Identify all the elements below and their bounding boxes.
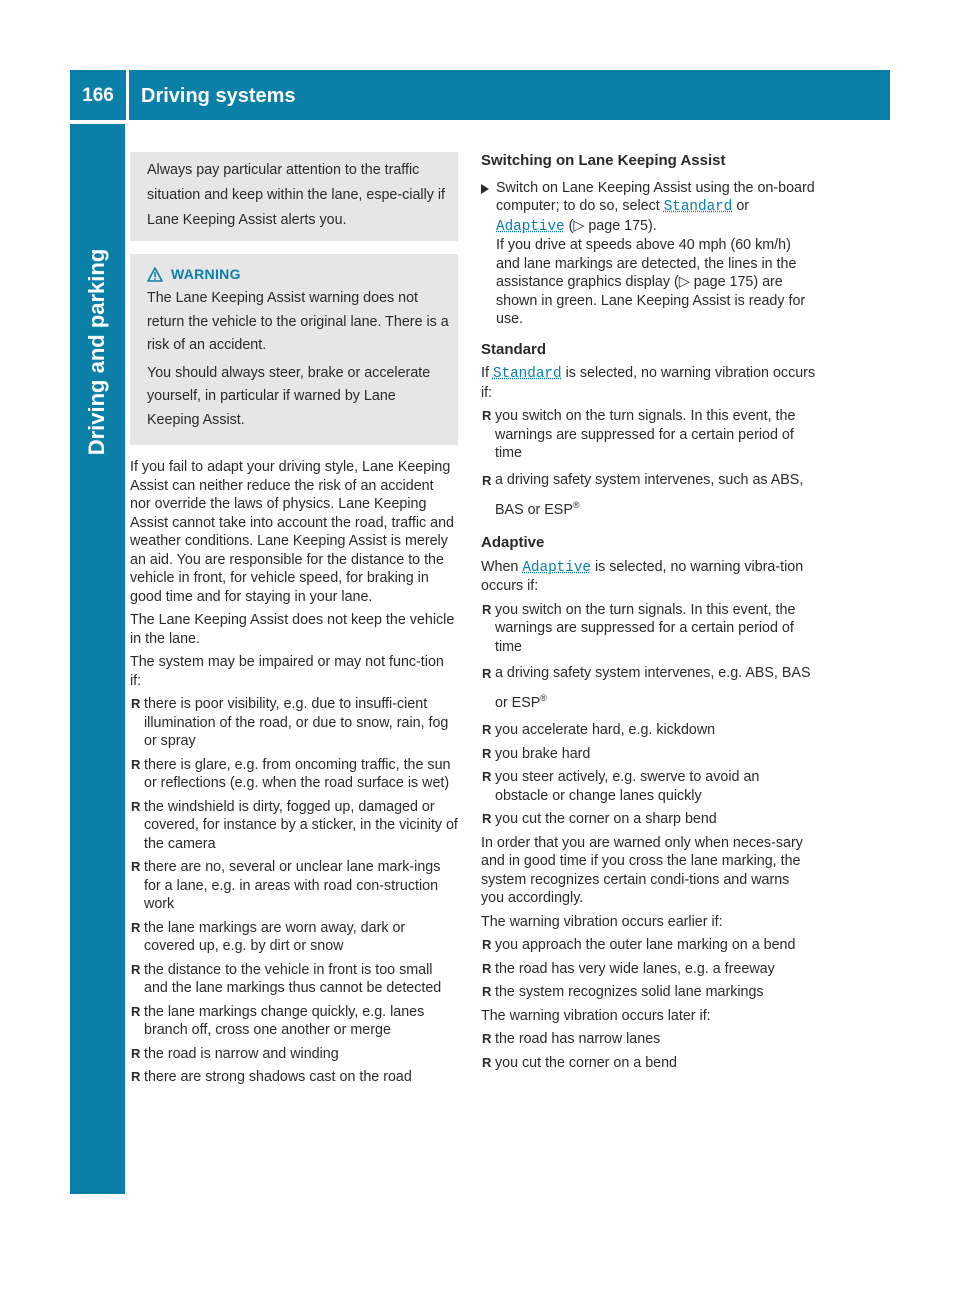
- right-column: [481, 152, 816, 1077]
- list-item: [481, 721, 816, 740]
- bullet-glyph: R: [482, 937, 492, 953]
- list-item: [481, 601, 816, 657]
- step-text: or: [736, 198, 750, 214]
- list-item: [481, 960, 816, 979]
- list-item: [481, 745, 816, 764]
- list-item-text: there is glare, e.g. from oncoming traffic, the sun or reflections (e.g. when the road surface is wet): [144, 756, 451, 791]
- earlier-list: [481, 936, 816, 1002]
- bullet-glyph: R: [482, 1054, 492, 1070]
- impairment-list: [130, 695, 458, 1087]
- bullet-glyph: R: [131, 798, 141, 814]
- list-item-text: you cut the corner on a sharp bend: [495, 811, 717, 828]
- bullet-glyph: R: [131, 859, 141, 874]
- body-paragraph: The warning vibration occurs later if:: [481, 1007, 711, 1024]
- list-item: [130, 1045, 458, 1064]
- list-item: [481, 983, 816, 1002]
- bullet-glyph: R: [482, 601, 492, 617]
- body-paragraph: The system may be impaired or may not func-tion if:: [130, 654, 444, 689]
- bullet-glyph: R: [131, 756, 141, 772]
- list-item: [130, 1068, 458, 1087]
- bullet-glyph: R: [482, 408, 492, 423]
- page-reference: (▷ page 175).: [568, 217, 657, 234]
- standard-display-text: Standard: [492, 366, 562, 382]
- bullet-glyph: R: [482, 984, 492, 1000]
- list-item: [481, 936, 816, 955]
- page-number: 166: [82, 85, 114, 106]
- section-heading: Switching on Lane Keeping Assist: [481, 152, 726, 169]
- list-item-text: the road has very wide lanes, e.g. a freeway: [495, 960, 775, 977]
- bullet-glyph: R: [482, 745, 492, 761]
- bullet-glyph: R: [482, 472, 492, 488]
- list-item-text: there are no, several or unclear lane mark-ings for a lane, e.g. in areas with road con-struction work: [144, 859, 441, 912]
- intro-text: is selected, no warning vibra-tion occurs if:: [481, 558, 804, 595]
- list-item: [481, 407, 816, 463]
- list-item: [481, 1030, 816, 1049]
- list-item: [130, 858, 458, 914]
- adaptive-heading: Adaptive: [481, 534, 545, 552]
- list-item: [481, 1054, 816, 1073]
- bullet-glyph: R: [131, 1045, 141, 1061]
- instruction-step: [481, 179, 816, 329]
- bullet-glyph: R: [482, 960, 492, 976]
- registered-mark: ®: [540, 693, 547, 704]
- list-item-text: you switch on the turn signals. In this event, the warnings are suppressed for a certain period of time: [495, 408, 796, 461]
- warning-paragraph: The Lane Keeping Assist warning does not return the vehicle to the original lane. There is a risk of an accident.: [147, 290, 449, 353]
- section-label: Driving and parking: [84, 248, 109, 456]
- warning-box: [130, 254, 458, 445]
- list-item-text: a driving safety system intervenes, such as ABS, BAS or ESP: [495, 471, 804, 518]
- list-item-text: there is poor visibility, e.g. due to insuffi-cient illumination of the road, or due to snow, rain, fog or spray: [144, 696, 449, 749]
- page-title: Driving systems: [141, 85, 296, 107]
- list-item: [130, 798, 458, 854]
- step-text: If you drive at speeds above 40 mph (60 km/h) and lane markings are detected, the lines in the assistance graphics display (▷ page 175) are shown in green. Lane Keeping Assist is ready for use.: [496, 237, 806, 327]
- bullet-glyph: R: [131, 1003, 141, 1019]
- adaptive-display-text: Adaptive: [522, 559, 591, 576]
- header-divider: [126, 70, 129, 120]
- list-item-text: you accelerate hard, e.g. kickdown: [495, 722, 716, 739]
- bullet-glyph: R: [482, 666, 492, 682]
- list-item-text: you cut the corner on a bend: [495, 1054, 678, 1071]
- body-paragraph: In order that you are warned only when neces-sary and in good time if you cross the lane marking, the system recognizes certain condi-tions and warns you accordingly.: [481, 834, 803, 907]
- list-item-text: the lane markings change quickly, e.g. lanes branch off, cross one another or merge: [144, 1003, 425, 1038]
- list-item-text: a driving safety system intervenes, e.g. ABS, BAS or ESP: [495, 665, 811, 712]
- list-item-text: the distance to the vehicle in front is too small and the lane markings thus cannot be detected: [144, 961, 442, 996]
- list-item: [130, 961, 458, 998]
- body-paragraph: The warning vibration occurs earlier if:: [481, 913, 723, 930]
- list-item-text: the lane markings are worn away, dark or covered up, e.g. by dirt or snow: [144, 919, 406, 954]
- list-item: [481, 768, 816, 805]
- body-paragraph: The Lane Keeping Assist does not keep the vehicle in the lane.: [130, 612, 455, 647]
- later-list: [481, 1030, 816, 1072]
- left-column: [130, 152, 458, 1092]
- bullet-glyph: R: [131, 1069, 141, 1084]
- intro-text: If: [481, 365, 489, 381]
- adaptive-list: [481, 601, 816, 829]
- list-item: [130, 695, 458, 751]
- adaptive-display-text: Adaptive: [496, 218, 565, 235]
- list-item: [130, 919, 458, 956]
- intro-text: When: [481, 558, 519, 575]
- list-item: [130, 1003, 458, 1040]
- list-item-text: the system recognizes solid lane markings: [495, 984, 764, 1001]
- bullet-glyph: R: [482, 1031, 492, 1047]
- intro-text: is selected, no warning vibration occurs if:: [481, 365, 816, 401]
- body-paragraph: If you fail to adapt your driving style, Lane Keeping Assist can neither reduce the risk of an accident nor override the laws of physics. Lane Keeping Assist cannot take into account the road, traffic and weather conditions. Lane Keeping Assist is merely an aid. You are responsible for the distance to the vehicle in front, for vehicle speed, for braking in good time and for staying in your lane.: [130, 459, 454, 605]
- section-sidebar: [70, 124, 125, 1194]
- list-item-text: the road is narrow and winding: [144, 1045, 339, 1062]
- warning-title: WARNING: [171, 265, 241, 282]
- registered-mark: ®: [572, 499, 580, 510]
- list-item: [481, 468, 816, 523]
- list-item-text: you brake hard: [495, 745, 591, 762]
- list-item-text: you approach the outer lane marking on a bend: [495, 937, 796, 954]
- note-box: [130, 152, 458, 241]
- bullet-glyph: R: [482, 811, 492, 827]
- step-arrow-icon: [481, 184, 489, 194]
- step-text: Switch on Lane Keeping Assist using the on-board computer; to do so, select: [496, 179, 815, 214]
- list-item-text: the windshield is dirty, fogged up, damaged or covered, for instance by a sticker, in the vicinity of the camera: [144, 798, 458, 852]
- bullet-glyph: R: [482, 722, 492, 738]
- warning-header: [147, 261, 450, 287]
- page-header: [70, 70, 890, 120]
- standard-intro: [481, 364, 816, 402]
- standard-heading: Standard: [481, 340, 547, 358]
- bullet-glyph: R: [131, 919, 141, 935]
- standard-list: [481, 407, 816, 522]
- bullet-glyph: R: [482, 769, 492, 785]
- list-item-text: there are strong shadows cast on the road: [144, 1069, 412, 1085]
- warning-triangle-icon: [147, 267, 163, 282]
- list-item-text: you switch on the turn signals. In this event, the warnings are suppressed for a certain period of time: [495, 601, 796, 655]
- bullet-glyph: R: [131, 696, 141, 711]
- note-text: Always pay particular attention to the traffic situation and keep within the lane, espe-cially if Lane Keeping Assist alerts you.: [147, 162, 446, 228]
- standard-display-text: Standard: [663, 199, 733, 215]
- list-item-text: the road has narrow lanes: [495, 1031, 661, 1048]
- adaptive-intro: [481, 558, 816, 596]
- list-item: [481, 810, 816, 829]
- list-item: [130, 756, 458, 793]
- list-item: [481, 661, 816, 716]
- list-item-text: you steer actively, e.g. swerve to avoid an obstacle or change lanes quickly: [495, 769, 760, 804]
- bullet-glyph: R: [131, 961, 141, 977]
- warning-paragraph: You should always steer, brake or accelerate yourself, in particular if warned by Lane Keeping Assist.: [147, 364, 431, 428]
